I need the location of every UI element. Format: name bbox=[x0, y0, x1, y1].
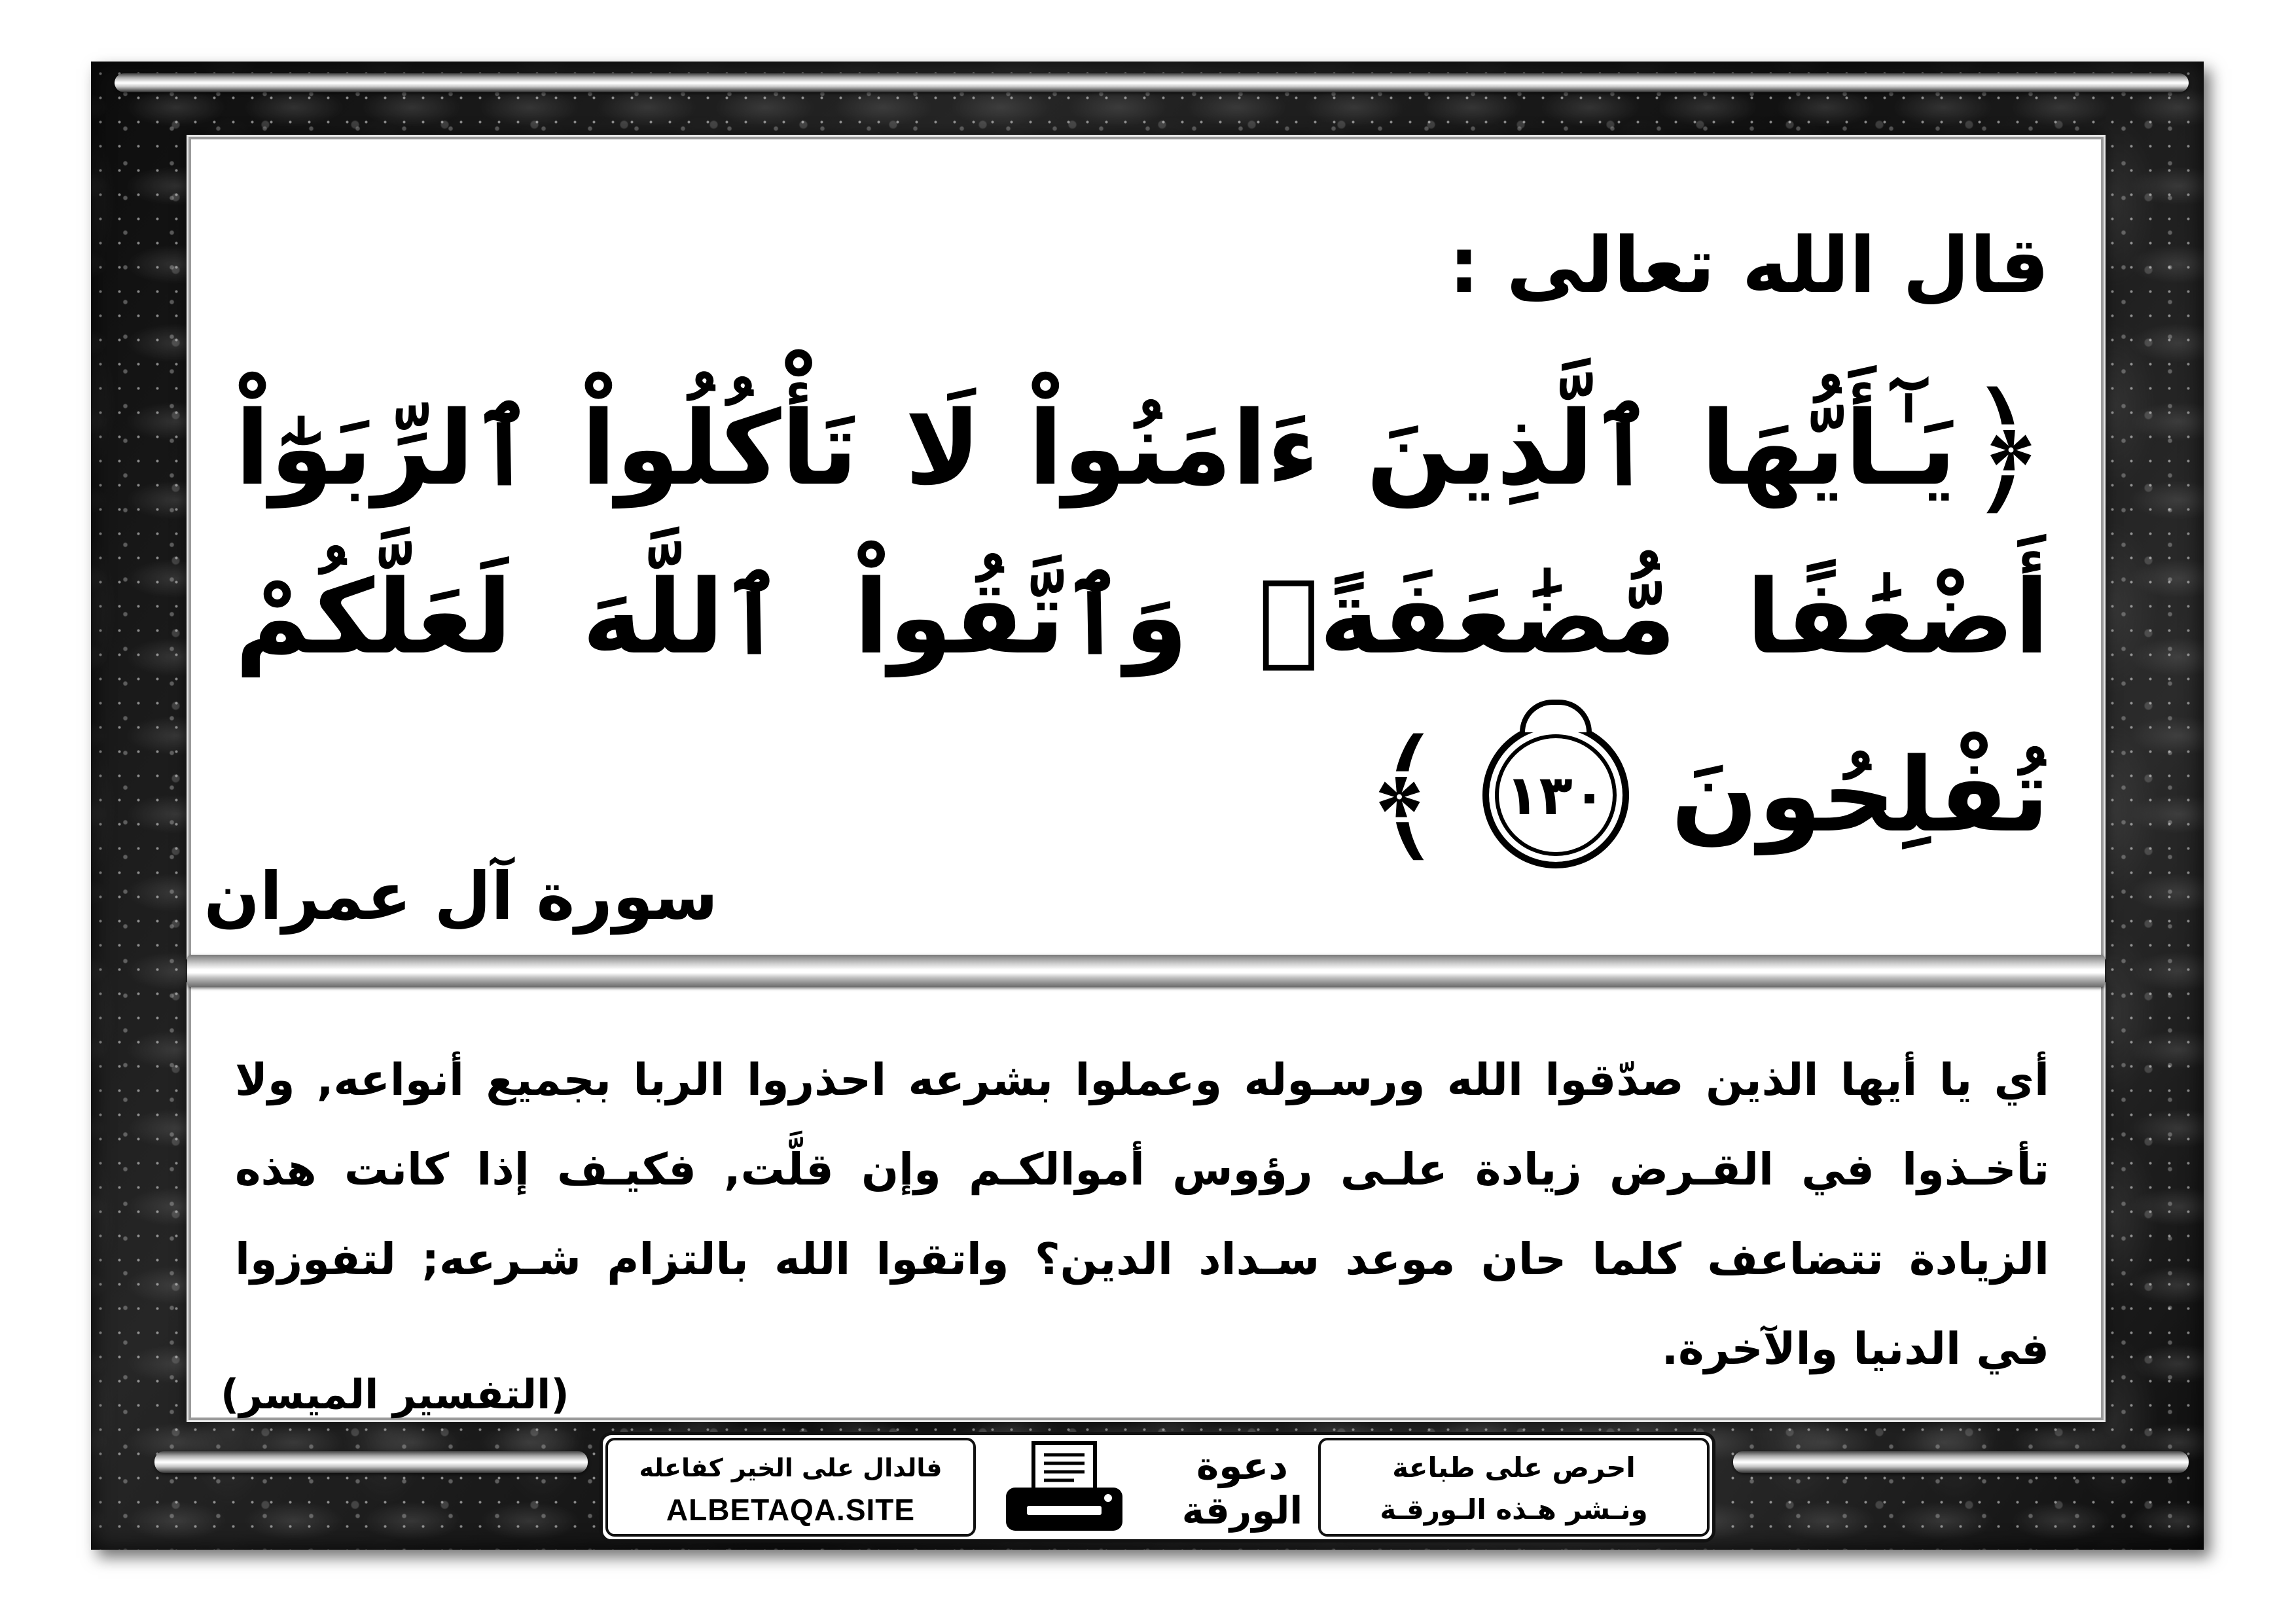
verse-line-1: يَـٰٓأَيُّهَا ٱلَّذِينَ ءَامَنُواْ لَا تَأْكُلُواْ ٱلرِّبَوٰٓاْ bbox=[235, 389, 1956, 508]
appeal-line-1: احرص على طباعة bbox=[1392, 1452, 1636, 1484]
tafsir-line-4: في الدنيا والآخرة. bbox=[1661, 1323, 2049, 1374]
logo-line-1: دعوة bbox=[1196, 1444, 1288, 1488]
ornate-bracket-close: ﴾ bbox=[1362, 711, 1446, 879]
tafsir-text bbox=[235, 1035, 2049, 1394]
tafsir-line-2: تأخـذوا في القـرض زيادة علـى رؤوس أموالكـم وإن قلَّت, فكيـف إذا كانت هذه bbox=[235, 1144, 2049, 1195]
tafsir-source: (التفسير الميسر) bbox=[221, 1370, 569, 1418]
tafsir-line-1: أي يا أيها الذين صدّقوا الله ورسـوله وعملوا بشرعه احذروا الربا بجميع أنواعه, ولا bbox=[235, 1054, 2049, 1105]
middle-silver-bar bbox=[187, 955, 2105, 987]
verse-line-3-row bbox=[1113, 713, 2049, 877]
tafsir-line-3: الزيادة تتضاعف كلما حان موعد سـداد الدين؟ واتقوا الله بالتزام شـرعه; لتفوزوا bbox=[235, 1234, 2049, 1285]
verse-line-3: تُفْلِحُونَ bbox=[1671, 736, 2049, 855]
appeal-line-2: ونـشر هـذه الـورقـة bbox=[1380, 1493, 1648, 1525]
motto-text: فالدال على الخير كفاعله bbox=[639, 1454, 942, 1482]
print-appeal-box bbox=[1318, 1438, 1710, 1537]
verse-intro-heading: قال الله تعالى : bbox=[1448, 220, 2049, 310]
website-text: ALBETAQA.SITE bbox=[666, 1493, 916, 1527]
ayah-number: ١٣٠ bbox=[1505, 763, 1606, 827]
verse-line-2: أَضْعَٰفًا مُّضَٰعَفَةًۖ وَٱتَّقُواْ ٱللَّهَ لَعَلَّكُمْ bbox=[235, 558, 2049, 677]
website-box bbox=[605, 1438, 976, 1537]
bottom-left-silver-bar bbox=[154, 1451, 588, 1473]
surah-name: سورة آل عمران bbox=[204, 858, 718, 935]
footer-box bbox=[600, 1432, 1715, 1543]
logo-line-2: الورقة bbox=[1181, 1488, 1303, 1533]
printer-icon bbox=[1002, 1439, 1126, 1537]
top-silver-bar bbox=[115, 73, 2189, 92]
ayah-number-medallion bbox=[1482, 722, 1629, 868]
dawah-paper-logo bbox=[1174, 1439, 1311, 1537]
bottom-right-silver-bar bbox=[1733, 1451, 2189, 1473]
ornate-bracket-open: ﴿ bbox=[1964, 365, 2049, 532]
